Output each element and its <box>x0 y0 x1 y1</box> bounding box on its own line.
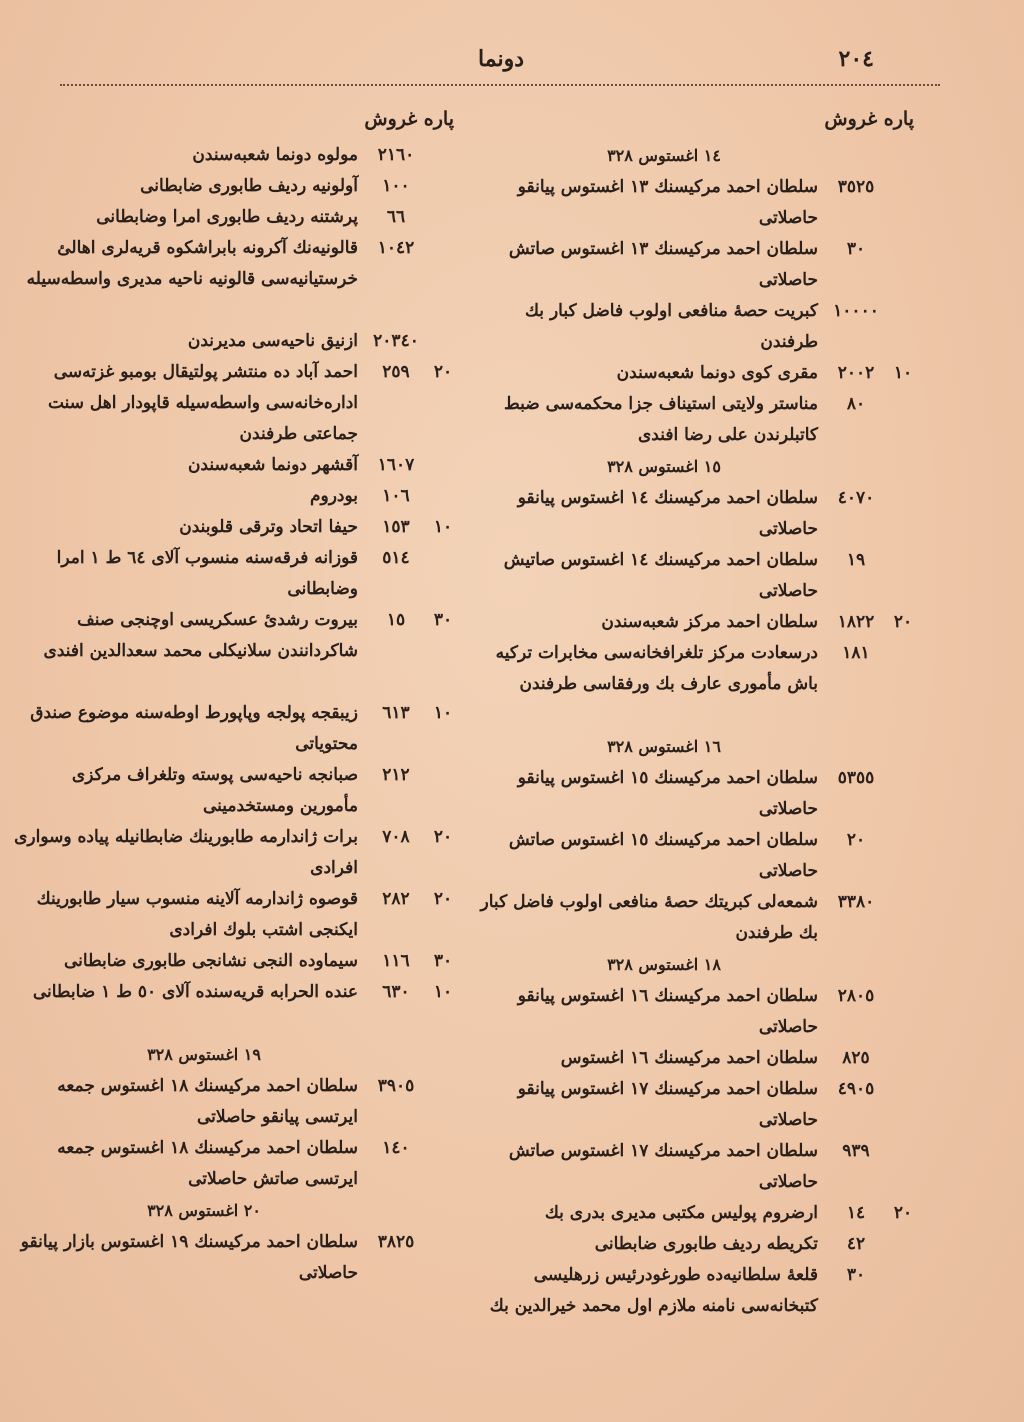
ledger-entry <box>14 1071 454 1133</box>
gurush-amount: ٩٣٩ <box>842 1141 870 1161</box>
ledger-entry <box>474 1043 914 1074</box>
ledger-entry <box>14 357 454 450</box>
column-heading: پاره غروش <box>824 108 914 130</box>
left-column <box>14 98 454 1289</box>
gurush-amount: ١٠٠٠٠ <box>833 301 879 321</box>
para-amount: ٢٠ <box>433 362 453 382</box>
entry-description: تكريطه رديف طابورى ضابطانى <box>594 1234 818 1254</box>
ledger-entry <box>474 763 914 825</box>
entry-description: برات ژاندارمه طابورينك ضابطانيله پياده وسوارى افرادى <box>14 827 358 878</box>
gurush-amount: ٤٢ <box>846 1234 866 1254</box>
ledger-entry <box>474 1260 914 1322</box>
gurush-amount: ٣٣٨٠ <box>837 892 875 912</box>
entry-description: سلطان احمد مركيسنك ١٦ اغستوس <box>560 1048 818 1068</box>
ledger-entry <box>14 326 454 357</box>
para-amount: ٢٠ <box>433 889 453 909</box>
gurush-amount: ٦٣٠ <box>382 982 410 1002</box>
gurush-amount: ١٤٠ <box>382 1138 410 1158</box>
gurush-amount: ٢١٦٠ <box>377 145 415 165</box>
date-line: ١٦ اغستوس ٣٢٨ <box>607 737 721 756</box>
gurush-amount: ٨٠ <box>846 394 866 414</box>
ledger-entry <box>14 543 454 605</box>
ledger-entry <box>474 1229 914 1260</box>
para-amount: ٢٠ <box>433 827 453 847</box>
gurush-amount: ١٠٤٢ <box>377 238 415 258</box>
date-line: ١٨ اغستوس ٣٢٨ <box>607 955 721 974</box>
entry-description: قالونيه‌نك آكرونه بابراشكوه قريه‌لرى اهالئ خرستيانيه‌سى قالونيه ناحيه مديرى واسطه‌سيله <box>26 238 358 289</box>
ledger-entry <box>14 760 454 822</box>
gurush-amount: ٢٠٣٤٠ <box>373 331 419 351</box>
entry-description: شمعه‌لى كبريتك حصهٔ منافعى اولوب فاضل كبار بك طرفندن <box>480 892 818 943</box>
entry-description: پرشتنه رديف طابورى امرا وضابطانى <box>96 207 358 227</box>
entry-description: آقشهر دونما شعبه‌سندن <box>187 455 358 475</box>
gurush-amount: ٢٠٠٢ <box>837 363 875 383</box>
para-amount: ١٠ <box>893 363 913 383</box>
gurush-amount: ٦١٣ <box>382 703 410 723</box>
entry-description: سيماوده النجى نشانجى طابورى ضابطانى <box>64 951 358 971</box>
ledger-entry <box>14 481 454 512</box>
gurush-amount: ٢١٢ <box>382 765 410 785</box>
entry-description: مقرى كوى دونما شعبه‌سندن <box>616 363 818 383</box>
entry-description: سلطان احمد مركيسنك ١٧ اغستوس صاتش حاصلاتى <box>508 1141 818 1192</box>
gurush-amount: ٢٨٠٥ <box>837 986 875 1006</box>
gurush-amount: ٤٠٧٠ <box>837 488 875 508</box>
para-amount: ١٠ <box>433 703 453 723</box>
entry-description: قوصوه ژاندارمه آلاينه منسوب سيار طابورينك ايكنجى اشتب بلوك افرادى <box>36 889 358 940</box>
page-header <box>0 46 1024 86</box>
ledger-entry <box>14 202 454 233</box>
gurush-amount: ١٩ <box>846 550 866 570</box>
entry-description: سلطان احمد مركز شعبه‌سندن <box>601 612 818 632</box>
gurush-amount: ١٤ <box>846 1203 866 1223</box>
gurush-amount: ١٠٠ <box>382 176 410 196</box>
ledger-entry <box>14 822 454 884</box>
entry-description: عنده الحرابه قريه‌سنده آلاى ٥٠ ط ١ ضابطانى <box>32 982 358 1002</box>
entry-description: كبريت حصهٔ منافعى اولوب فاضل كبار بك طرفندن <box>524 301 818 352</box>
gurush-amount: ٢٨٢ <box>382 889 410 909</box>
ledger-entry <box>14 140 454 171</box>
para-amount: ١٠ <box>433 982 453 1002</box>
gurush-amount: ٥١٤ <box>382 548 410 568</box>
entry-description: آولونيه رديف طابورى ضابطانى <box>140 176 358 196</box>
gurush-amount: ١٦٠٧ <box>377 455 415 475</box>
date-line: ١٥ اغستوس ٣٢٨ <box>607 457 721 476</box>
ledger-entry <box>474 234 914 296</box>
ledger-entry <box>474 607 914 638</box>
ledger-entry <box>14 946 454 977</box>
entry-description: صبانجه ناحيه‌سى پوسته وتلغراف مركزى مأمورين ومستخدمينى <box>71 765 358 816</box>
entry-description: ازنيق ناحيه‌سى مديرندن <box>187 331 358 351</box>
para-amount: ٢٠ <box>893 612 913 632</box>
ledger-entry <box>474 483 914 545</box>
gurush-amount: ٣٠ <box>846 239 866 259</box>
entry-description: سلطان احمد مركيسنك ١٨ اغستوس جمعه ايرتسى پيانقو حاصلاتى <box>57 1076 358 1127</box>
ledger-entry <box>474 1136 914 1198</box>
gurush-amount: ٧٠٨ <box>382 827 410 847</box>
entry-description: درسعادت مركز تلغرافخانه‌سى مخابرات تركيه باش مأمورى عارف بك ورفقاسى طرفندن <box>495 643 818 694</box>
right-column <box>474 98 914 1322</box>
date-line: ١٩ اغستوس ٣٢٨ <box>147 1045 261 1064</box>
para-amount: ٣٠ <box>433 951 453 971</box>
gurush-amount: ٣٥٢٥ <box>837 177 875 197</box>
ledger-entry <box>14 233 454 326</box>
gurush-amount: ٣٨٢٥ <box>377 1232 415 1252</box>
entry-description: سلطان احمد مركيسنك ١٣ اغستوس صاتش حاصلاتى <box>508 239 818 290</box>
ledger-entry <box>474 825 914 887</box>
ledger-entry <box>14 698 454 760</box>
page-number: ٢٠٤ <box>838 46 874 72</box>
header-rule <box>60 84 940 86</box>
entry-description: قوزانه فرقه‌سنه منسوب آلاى ٦٤ ط ١ امرا وضابطانى <box>56 548 358 599</box>
gurush-amount: ٤٩٠٥ <box>837 1079 875 1099</box>
ledger-entry <box>474 887 914 949</box>
ledger-entry <box>14 512 454 543</box>
entry-description: ارضروم پوليس مكتبى مديرى بدرى بك <box>544 1203 818 1223</box>
ledger-entry <box>474 1074 914 1136</box>
entry-description: احمد آباد ده منتشر پولتيقال بومبو غزته‌سى اداره‌خانه‌سى واسطه‌سيله قاپودار اهل سنت جماعتى طرفندن <box>47 362 358 444</box>
para-amount: ٣٠ <box>433 610 453 630</box>
gurush-amount: ٣٩٠٥ <box>377 1076 415 1096</box>
gurush-amount: ١٨٢٢ <box>837 612 875 632</box>
entry-description: مولوه دونما شعبه‌سندن <box>192 145 358 165</box>
ledger-entry <box>14 1227 454 1289</box>
ledger-entry <box>474 172 914 234</box>
entry-description: سلطان احمد مركيسنك ١٦ اغستوس پيانقو حاصلاتى <box>517 986 818 1037</box>
ledger-entry <box>474 981 914 1043</box>
gurush-amount: ١١٦ <box>382 951 410 971</box>
date-line: ٢٠ اغستوس ٣٢٨ <box>147 1201 261 1220</box>
ledger-entry <box>14 884 454 946</box>
gurush-amount: ٦٦ <box>386 207 406 227</box>
ledger-entry <box>474 545 914 607</box>
ledger-entry <box>14 1133 454 1195</box>
entry-description: زيبقجه پولجه وپاپورط اوطه‌سنه موضوع صندق محتوياتى <box>30 703 358 754</box>
running-title: دونما <box>478 46 524 72</box>
gurush-amount: ١٥٣ <box>382 517 410 537</box>
ledger-entry <box>474 389 914 451</box>
entry-description: سلطان احمد مركيسنك ١٥ اغستوس صاتش حاصلاتى <box>508 830 818 881</box>
ledger-entry <box>14 171 454 202</box>
entry-description: بودروم <box>309 486 358 506</box>
para-amount: ٢٠ <box>893 1203 913 1223</box>
para-amount: ١٠ <box>433 517 453 537</box>
gurush-amount: ٣٠ <box>846 1265 866 1285</box>
entry-description: حيفا اتحاد وترقى قلوبندن <box>179 517 358 537</box>
ledger-entry <box>14 605 454 698</box>
ledger-entry <box>474 638 914 731</box>
entry-description: سلطان احمد مركيسنك ١٤ اغستوس صاتيش حاصلاتى <box>503 550 818 601</box>
entry-description: سلطان احمد مركيسنك ١٩ اغستوس بازار پيانقو حاصلاتى <box>20 1232 358 1283</box>
gurush-amount: ٢٠ <box>846 830 866 850</box>
ledger-entry <box>14 977 454 1039</box>
gurush-amount: ٢٥٩ <box>382 362 410 382</box>
column-heading: پاره غروش <box>364 108 454 130</box>
ledger-entry <box>474 358 914 389</box>
entry-description: سلطان احمد مركيسنك ١٧ اغستوس پيانقو حاصلاتى <box>517 1079 818 1130</box>
entry-description: سلطان احمد مركيسنك ١٣ اغستوس پيانقو حاصلاتى <box>517 177 818 228</box>
ledger-entry <box>474 1198 914 1229</box>
entry-description: سلطان احمد مركيسنك ١٨ اغستوس جمعه ايرتسى صاتش حاصلاتى <box>57 1138 358 1189</box>
gurush-amount: ١٨١ <box>842 643 870 663</box>
entry-description: سلطان احمد مركيسنك ١٥ اغستوس پيانقو حاصلاتى <box>517 768 818 819</box>
entry-description: قلعهٔ سلطانيه‌ده طورغودرئيس زرهليسى كتبخانه‌سى نامنه ملازم اول محمد خيرالدين بك <box>489 1265 818 1316</box>
entry-description: بيروت رشدئ عسكريسى اوچنجى صنف شاكردانندن سلانيكلى محمد سعدالدين افندى <box>43 610 358 661</box>
entry-description: مناستر ولايتى استيناف جزا محكمه‌سى ضبط كاتبلرندن على رضا افندى <box>504 394 818 445</box>
gurush-amount: ٥٣٥٥ <box>837 768 875 788</box>
date-line: ١٤ اغستوس ٣٢٨ <box>607 146 721 165</box>
gurush-amount: ٨٢٥ <box>842 1048 870 1068</box>
entry-description: سلطان احمد مركيسنك ١٤ اغستوس پيانقو حاصلاتى <box>517 488 818 539</box>
gurush-amount: ١٥ <box>386 610 406 630</box>
gurush-amount: ١٠٦ <box>382 486 410 506</box>
ledger-entry <box>474 296 914 358</box>
ledger-entry <box>14 450 454 481</box>
